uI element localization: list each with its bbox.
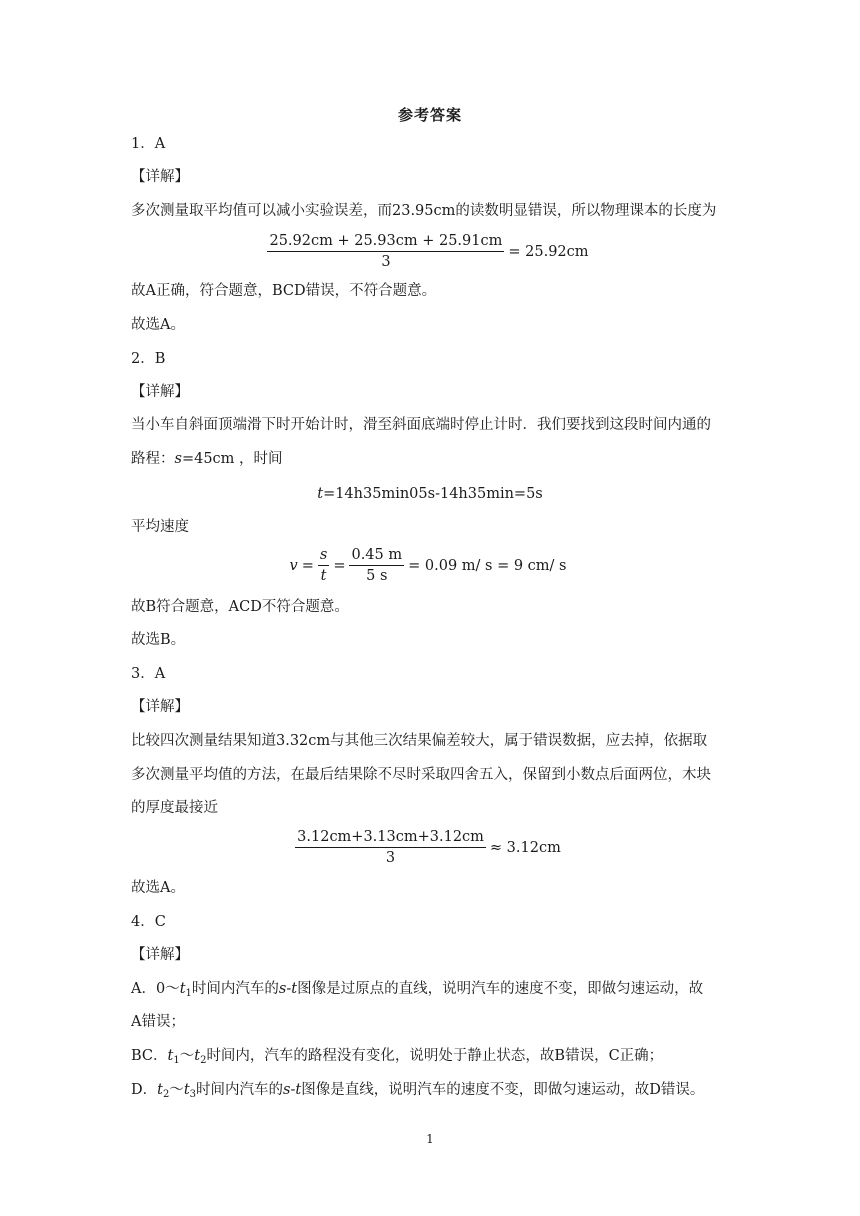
q4-d-mid: 时间内汽车的 [196, 1082, 284, 1098]
q3-equation-result: ≈ 3.12cm [489, 839, 561, 856]
q4-d-sub3: 3 [189, 1089, 197, 1100]
q4-bc-sep: ～ [179, 1048, 195, 1064]
q1-fraction [267, 232, 504, 271]
q4-d-sep: ～ [169, 1082, 184, 1098]
q2-choice: 故选B。 [131, 632, 186, 648]
q4-a-t: t [179, 981, 186, 997]
q2-path-label: 路程： [131, 451, 175, 467]
q2-detail-label: 【详解】 [131, 384, 189, 400]
q3-fraction-denominator: 3 [385, 850, 396, 866]
q2-avg-speed-label: 平均速度 [131, 519, 189, 535]
q1-equation [0, 232, 860, 271]
q4-a-post: 图像是过原点的直线，说明汽车的速度不变，即做匀速运动，故 [297, 981, 704, 997]
q2-fraction-values-denominator: 5 s [366, 568, 388, 584]
q4-d-t2: t [157, 1082, 163, 1098]
q1-detail-label: 【详解】 [131, 169, 189, 185]
q4-a-st: s-t [278, 981, 298, 997]
q2-answer: 2．B [131, 351, 166, 367]
q2-speed-result: = 0.09 m/ s = 9 cm/ s [408, 557, 567, 574]
q2-fraction-st [318, 546, 329, 585]
q4-bc-prefix: BC． [131, 1048, 168, 1064]
q2-time-equation [0, 484, 860, 504]
q4-a-prefix: A．0～ [131, 981, 180, 997]
q4-bc-t1: t [167, 1048, 174, 1064]
q3-fraction [295, 828, 486, 867]
q2-explanation-line2 [131, 449, 283, 469]
q4-detail-label: 【详解】 [131, 947, 189, 963]
q2-path-var: s [174, 451, 182, 467]
q3-fraction-numerator: 3.12cm+3.13cm+3.12cm [295, 828, 486, 848]
q2-fraction-values-numerator: 0.45 m [349, 546, 404, 566]
q2-fraction-values [349, 546, 404, 585]
q4-answer: 4．C [131, 914, 166, 930]
q3-equation [0, 828, 860, 867]
q2-time-var: t [317, 486, 324, 502]
q4-option-a-line1 [131, 979, 703, 1004]
q3-explanation-line2: 多次测量平均值的方法，在最后结果除不尽时采取四舍五入，保留到小数点后面两位，木块 [131, 767, 711, 783]
q3-explanation-line1: 比较四次测量结果知道3.32cm与其他三次结果偏差较大，属于错误数据，应去掉，依据取 [131, 733, 708, 749]
q4-d-st: s-t [283, 1082, 302, 1098]
q2-equals-2: = [333, 557, 346, 574]
q3-answer: 3．A [131, 666, 166, 682]
q2-speed-equation [0, 546, 860, 585]
q1-conclusion: 故A正确，符合题意，BCD错误，不符合题意。 [131, 283, 437, 299]
q4-a-sub: 1 [185, 988, 192, 999]
q2-fraction-st-numerator: s [318, 546, 329, 566]
q4-d-prefix: D． [131, 1082, 158, 1098]
q4-bc-post: 时间内，汽车的路程没有变化，说明处于静止状态，故B错误，C正确； [206, 1048, 664, 1064]
q1-choice: 故选A。 [131, 317, 185, 333]
q2-equals-1: = [301, 557, 314, 574]
q4-d-post: 图像是直线，说明汽车的速度不变，即做匀速运动，故D错误。 [301, 1082, 705, 1098]
q1-fraction-numerator: 25.92cm + 25.93cm + 25.91cm [267, 232, 504, 252]
q1-answer: 1．A [131, 136, 166, 152]
q4-option-d [131, 1080, 704, 1105]
q3-explanation-line3: 的厚度最接近 [131, 800, 218, 816]
q4-option-a-line2: A错误； [131, 1014, 185, 1030]
q2-time-expr: =14h35min05s-14h35min=5s [323, 486, 543, 502]
q2-explanation-line1: 当小车自斜面顶端滑下时开始计时，滑至斜面底端时停止计时．我们要找到这段时间内通的 [131, 417, 711, 433]
q4-bc-sub2: 2 [200, 1055, 207, 1066]
q4-a-mid: 时间内汽车的 [191, 981, 279, 997]
q1-equation-result: = 25.92cm [508, 243, 589, 260]
q3-detail-label: 【详解】 [131, 699, 189, 715]
page-title: 参考答案 [397, 106, 462, 124]
q2-speed-var: v [289, 557, 298, 574]
q1-fraction-denominator: 3 [381, 254, 391, 270]
q3-choice: 故选A。 [131, 880, 185, 896]
q2-conclusion: 故B符合题意，ACD不符合题意。 [131, 599, 349, 615]
q4-bc-sub1: 1 [173, 1055, 180, 1066]
q1-explanation: 多次测量取平均值可以减小实验误差，而23.95cm的读数明显错误，所以物理课本的长度为 [131, 203, 717, 219]
q4-option-bc [131, 1046, 663, 1071]
q4-bc-t2: t [194, 1048, 201, 1064]
q2-fraction-st-denominator: t [320, 568, 327, 584]
q4-d-sub2: 2 [162, 1089, 170, 1100]
page-number: 1 [426, 1132, 434, 1146]
q2-path-value: =45cm ，时间 [181, 451, 283, 467]
q4-d-t3: t [183, 1082, 190, 1098]
